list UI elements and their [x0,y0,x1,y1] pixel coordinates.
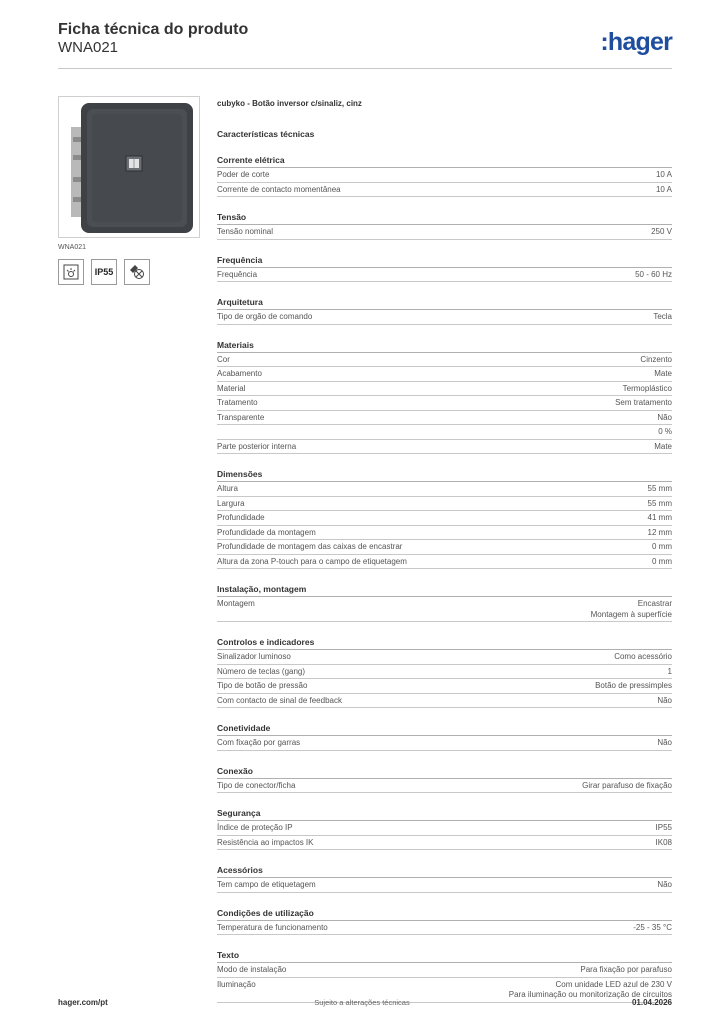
spec-value: IP55 [655,823,672,832]
section-heading: Conetividade [217,722,672,736]
spec-row [217,555,672,570]
section-heading: Arquitetura [217,296,672,310]
spec-value: IK08 [655,837,672,847]
footer-date: 01.04.2026 [631,998,672,1007]
spec-row [217,168,672,183]
spec-value: Não [657,880,672,889]
spec-row [217,526,672,541]
spec-label: Tensão nominal [217,227,274,236]
spec-label: Índice de proteção IP [217,823,293,832]
spec-value: 41 mm [647,513,672,522]
ip55-badge: IP55 [91,259,117,285]
spec-value: Não [657,695,672,705]
spec-row [217,310,672,325]
spec-label: Montagem [217,599,255,608]
page-title: Ficha técnica do produto [58,21,249,38]
spec-label: Profundidade de montagem das caixas de encastrar [217,542,403,551]
spec-value: Encastrar Montagem à superfície [590,599,672,619]
spec-row [217,225,672,240]
spec-label: Altura da zona P-touch para o campo de etiquetagem [217,556,407,566]
spec-label: Altura [217,484,238,493]
spec-label: Material [217,383,246,393]
spec-value: 55 mm [647,498,672,508]
spec-value: Para fixação por parafuso [580,965,672,974]
section-heading: Acessórios [217,864,672,878]
spec-label: Tipo de botão de pressão [217,681,308,690]
spec-label: Parte posterior interna [217,441,297,451]
spec-value: Com unidade LED azul de 230 V Para iluminação ou monitorização de circuitos [508,979,672,999]
spec-label: Poder de corte [217,170,270,179]
spec-row [217,779,672,794]
hager-logo[interactable]: :hager [600,28,672,56]
spec-value: 1 [667,666,672,676]
spec-row [217,963,672,978]
footer-note: Sujeito a alterações técnicas [314,998,410,1007]
spec-row [217,921,672,936]
spec-row [217,597,672,622]
spec-row [217,836,672,851]
spec-value: Cinzento [640,354,672,364]
section-heading: Frequência [217,254,672,268]
spec-row [217,425,672,440]
spec-row [217,679,672,694]
header-divider [58,68,672,69]
spec-label: Tipo de orgão de comando [217,312,313,321]
section-heading: Materiais [217,339,672,353]
spec-value: Não [657,412,672,422]
spec-value: 12 mm [647,527,672,537]
spec-row [217,411,672,426]
spec-sections [217,154,672,1003]
spec-value: 50 - 60 Hz [635,269,672,279]
spec-value: 0 mm [652,556,672,566]
spec-value: 0 % [658,427,672,436]
spec-label: Largura [217,498,245,508]
spec-label: Com fixação por garras [217,738,301,747]
section-heading: Condições de utilização [217,907,672,921]
section-heading: Segurança [217,807,672,821]
tech-heading: Características técnicas [217,129,315,139]
image-caption: WNA021 [58,244,87,251]
spec-value: Mate [654,441,672,451]
footer-url[interactable]: hager.com/pt [58,998,108,1007]
lamp-icon [58,259,84,285]
spec-value: 0 mm [652,542,672,551]
spec-main [217,97,672,1003]
spec-value: Mate [654,369,672,378]
spec-label: Modo de instalação [217,965,287,974]
product-subtitle: cubyko - Botão inversor c/sinaliz, cinz [217,99,362,108]
spec-value: Termoplástico [622,383,672,393]
spec-label: Tem campo de etiquetagem [217,880,316,889]
product-image [58,96,200,238]
section-heading: Instalação, montagem [217,583,672,597]
section-heading: Tensão [217,211,672,225]
spec-value: 10 A [655,170,672,179]
spec-row [217,482,672,497]
spec-label: Tipo de conector/ficha [217,780,296,790]
spec-value: 10 A [655,184,672,194]
spec-row [217,650,672,665]
spec-value: -25 - 35 °C [633,922,672,932]
spec-row [217,736,672,751]
spec-row [217,497,672,512]
spec-value: Não [657,738,672,747]
section-heading: Texto [217,949,672,963]
section-heading: Dimensões [217,468,672,482]
certification-icons [58,259,150,285]
spec-row [217,694,672,709]
spec-label: Iluminação [217,979,256,989]
spec-row [217,367,672,382]
spec-label: Transparente [217,412,265,422]
spec-row [217,540,672,555]
spec-value: 55 mm [647,484,672,493]
spec-label: Resistência ao impactos IK [217,837,314,847]
spec-row [217,268,672,283]
no-screw-icon [124,259,150,285]
spec-label: Com contacto de sinal de feedback [217,695,342,705]
section-heading: Controlos e indicadores [217,636,672,650]
spec-label: Sinalizador luminoso [217,652,291,661]
spec-label: Temperatura de funcionamento [217,922,328,932]
spec-label: Número de teclas (gang) [217,666,306,676]
spec-value: Tecla [653,312,672,321]
spec-label: Acabamento [217,369,262,378]
section-heading: Conexão [217,765,672,779]
spec-row [217,665,672,680]
spec-value: Botão de pressimples [595,681,672,690]
spec-label: Corrente de contacto momentânea [217,184,341,194]
section-heading: Corrente elétrica [217,154,672,168]
spec-value: Como acessório [614,652,672,661]
spec-row [217,353,672,368]
switch-product-illustration [59,97,199,237]
spec-row [217,183,672,198]
spec-row [217,396,672,411]
spec-label: Profundidade [217,513,265,522]
spec-label: Tratamento [217,398,258,407]
spec-value: 250 V [651,227,672,236]
spec-row [217,821,672,836]
spec-row [217,440,672,455]
spec-row [217,878,672,893]
spec-row [217,382,672,397]
spec-value: Girar parafuso de fixação [582,780,672,790]
spec-value: Sem tratamento [615,398,672,407]
spec-label: Cor [217,354,230,364]
spec-row [217,511,672,526]
spec-label: Frequência [217,269,258,279]
product-code: WNA021 [58,39,119,56]
spec-label: Profundidade da montagem [217,527,316,537]
